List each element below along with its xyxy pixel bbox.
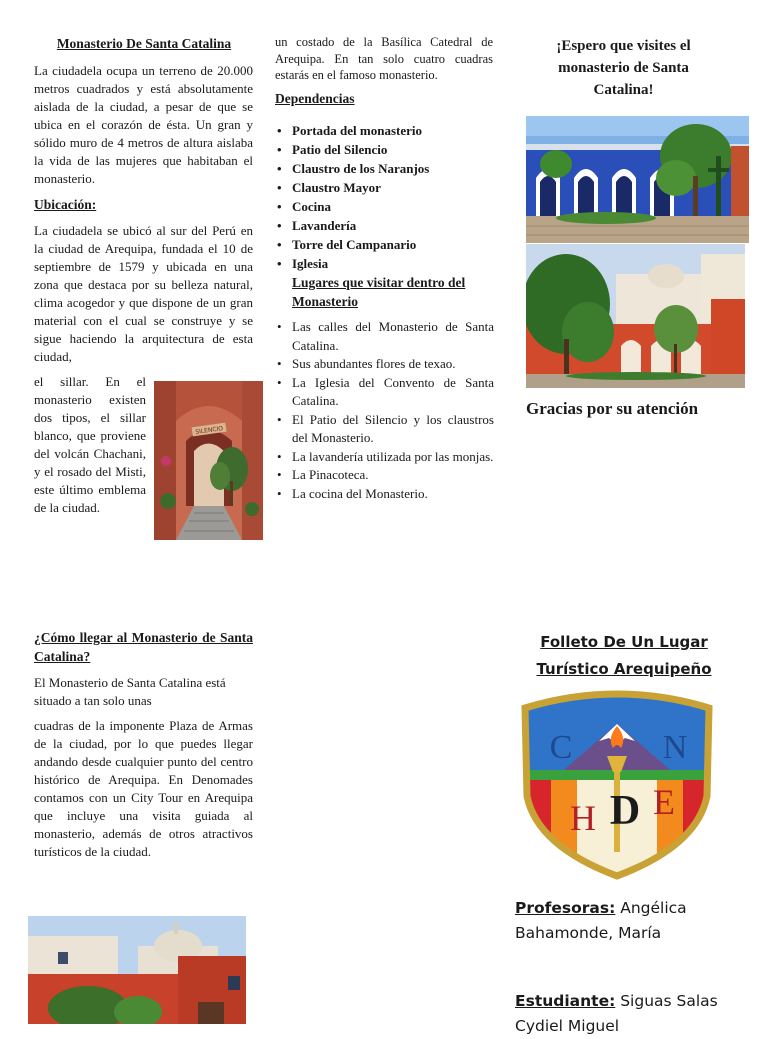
dependencia-item: • Patio del Silencio (274, 140, 494, 159)
lugar-item: • Las calles del Monasterio de Santa Catalina. (274, 318, 494, 355)
como-llegar-heading: ¿Cómo llegar al Monasterio de Santa Catalina? (34, 630, 253, 664)
dependencia-item: • Claustro de los Naranjos (274, 159, 494, 178)
crest-letter-d: D (609, 788, 641, 834)
dependencia-item: • Torre del Campanario (274, 235, 494, 254)
location-continuation: un costado de la Basílica Catedral de Arequipa. En tan solo cuatro cuadras estarás en el famoso monasterio. (275, 35, 493, 82)
ubicacion-paragraph: La ciudadela se ubicó al sur del Perú en la ciudad de Arequipa, fundada el 10 de septiembre de 1579 y ubicada en una zona que destaca por su belleza natural, clima acogedor y que dispone de un gran material con el cual se construye y se sigue haciendo la arquitectura de esta ciudad, (34, 223, 253, 364)
monastery-title: Monasterio De Santa Catalina (56, 36, 232, 51)
thanks-text: Gracias por su atención (526, 399, 699, 418)
crest-letter-e: E (653, 782, 675, 822)
dependencia-item: • Claustro Mayor (274, 178, 494, 197)
lugar-item: • Sus abundantes flores de texao. (274, 355, 494, 374)
ubicacion-heading: Ubicación: (34, 197, 97, 212)
profesoras-names: Angélica Bahamonde, María (515, 899, 687, 942)
lugar-item: • La lavandería utilizada por las monjas. (274, 448, 494, 467)
greeting-text: ¡Espero que visites el monasterio de Santa Catalina! (556, 38, 691, 98)
lugar-item: • La cocina del Monasterio. (274, 485, 494, 504)
cloister-photo-blue (526, 116, 749, 243)
school-crest-logo (521, 686, 713, 880)
silencio-sign-text: SILENCIO (194, 425, 224, 436)
dependencia-item: • Cocina (274, 197, 494, 216)
crest-letter-c: C (549, 729, 573, 766)
ubicacion-paragraph-continued: el sillar. En el monasterio existen dos tipos, el sillar blanco, que proviene del volcán Chachani, y el rosado del Misti, este último emblema de la ciudad. (34, 374, 146, 515)
dependencia-item: • Lavandería (274, 216, 494, 235)
courtyard-photo-red (526, 244, 745, 388)
crest-letter-n: N (662, 729, 688, 766)
monastery-red-wall-photo (28, 916, 246, 1024)
lugar-item: • La Iglesia del Convento de Santa Catalina. (274, 374, 494, 411)
lugares-heading: Lugares que visitar dentro del Monasterio (292, 275, 466, 309)
como-llegar-text-a: El Monasterio de Santa Catalina está situado a tan solo unas (34, 675, 226, 708)
crest-letter-h: H (570, 798, 596, 838)
dependencias-list (274, 121, 494, 273)
profesoras-block (515, 896, 730, 946)
estudiante-name: Siguas Salas Cydiel Miguel (515, 992, 718, 1035)
lugar-item: • El Patio del Silencio y los claustros del Monasterio. (274, 411, 494, 448)
dependencias-heading: Dependencias (275, 91, 355, 106)
brochure-title: Folleto De Un Lugar Turístico Arequipeño (536, 633, 712, 678)
dependencia-item: • Iglesia (274, 254, 494, 273)
como-llegar-text-b: cuadras de la imponente Plaza de Armas de la ciudad, por lo que puedes llegar andando desde cualquier punto del centro histórico de Arequipa. En Denomades contamos con un City Tour en Arequipa que incluye una visita guiada al monasterio, además de otros atractivos turísticos de la ciudad. (34, 718, 253, 859)
lugar-item: • La Pinacoteca. (274, 466, 494, 485)
estudiante-block (515, 989, 730, 1039)
dependencia-item: • Portada del monasterio (274, 121, 494, 140)
intro-paragraph: La ciudadela ocupa un terreno de 20.000 metros cuadrados y está absolutamente aislada de la ciudad, a pesar de que se ubica en el corazón de ésta. Un gran y sólido muro de 4 metros de altura aislaba la vida de las mujeres que habitaban el monasterio. (34, 63, 253, 186)
patio-silencio-photo (154, 381, 263, 540)
estudiante-label: Estudiante: (515, 992, 616, 1010)
lugares-list (274, 318, 494, 503)
profesoras-label: Profesoras: (515, 899, 616, 917)
